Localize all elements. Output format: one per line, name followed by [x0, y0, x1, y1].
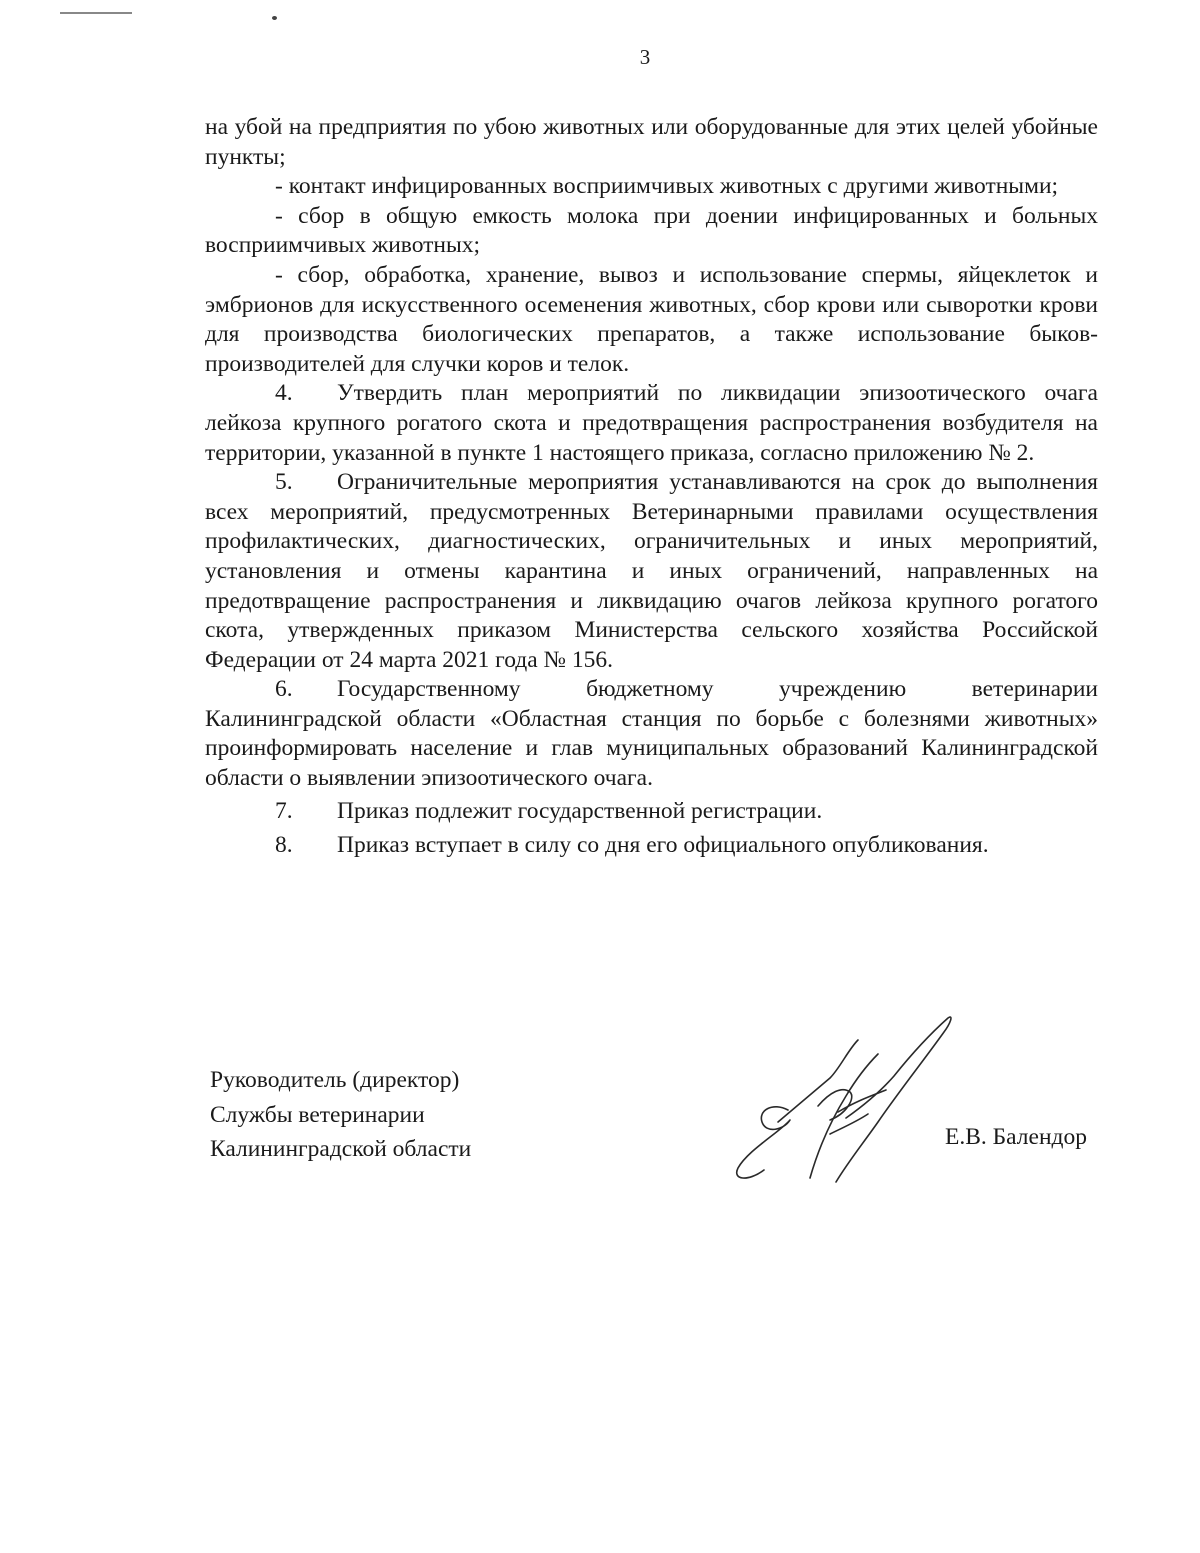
handwritten-signature	[718, 1010, 968, 1195]
clause-5	[205, 468, 1098, 675]
signatory-title-line: Калининградской области	[210, 1136, 472, 1162]
clause-text: Приказ вступает в силу со дня его официального опубликования.	[337, 832, 989, 859]
clause-8	[205, 831, 1098, 861]
paragraph-continuation: на убой на предприятия по убою животных или оборудованные для этих целей убойные пункты;	[205, 114, 1098, 170]
signatory-title	[210, 1063, 471, 1167]
clause-text: Утвердить план мероприятий по ликвидации эпизоотического очага лейкоза крупного рогатого скота и предотвращения распространения возбудителя на территории, указанной в пункте 1 настоящего приказа, согласно приложению № 2.	[205, 380, 1098, 466]
page-number: 3	[639, 45, 651, 69]
clause-6	[205, 675, 1098, 793]
signatory-title-line: Службы ветеринарии	[210, 1101, 425, 1128]
clause-number: 6.	[275, 676, 293, 703]
clause-text: Государственному бюджетному учреждению ветеринарии Калининградской области «Областная станция по борьбе с болезнями животных» проинформировать население и глав муниципальных образований Калининградской области о выявлении эпизоотического очага.	[205, 676, 1098, 792]
clause-number: 4.	[275, 380, 293, 407]
list-item-contact: - контакт инфицированных восприимчивых животных с другими животными;	[275, 173, 1059, 200]
scan-artifact-dot	[272, 16, 277, 20]
scan-artifact-line	[60, 12, 132, 14]
signer-name: Е.В. Балендор	[945, 1124, 1087, 1150]
clause-number: 8.	[275, 832, 293, 859]
clause-text: Ограничительные мероприятия устанавливаются на срок до выполнения всех мероприятий, предусмотренных Ветеринарными правилами осуществления профилактических, диагностических, ограничительных и иных мероприятий, установления и отмены карантина и иных ограничений, направленных на предотвращение распространения и ликвидацию очагов лейкоза крупного рогатого скота, утвержденных приказом Министерства сельского хозяйства Российской Федерации от 24 марта 2021 года № 156.	[205, 469, 1098, 673]
signatory-title-line: Руководитель (директор)	[210, 1067, 460, 1093]
clause-7	[205, 797, 1098, 827]
document-body	[205, 113, 1098, 861]
clause-text: Приказ подлежит государственной регистрации.	[337, 797, 823, 824]
list-item-milk: - сбор в общую емкость молока при доении инфицированных и больных восприимчивых животных;	[205, 202, 1098, 259]
clause-number: 5.	[275, 469, 293, 496]
clause-number: 7.	[275, 797, 293, 824]
clause-4	[205, 379, 1098, 468]
list-item-sperm: - сбор, обработка, хранение, вывоз и использование спермы, яйцеклеток и эмбрионов для искусственного осеменения животных, сбор крови или сыворотки крови для производства биологических препаратов, а также использование быков-производителей для случки коров и телок.	[205, 261, 1098, 377]
